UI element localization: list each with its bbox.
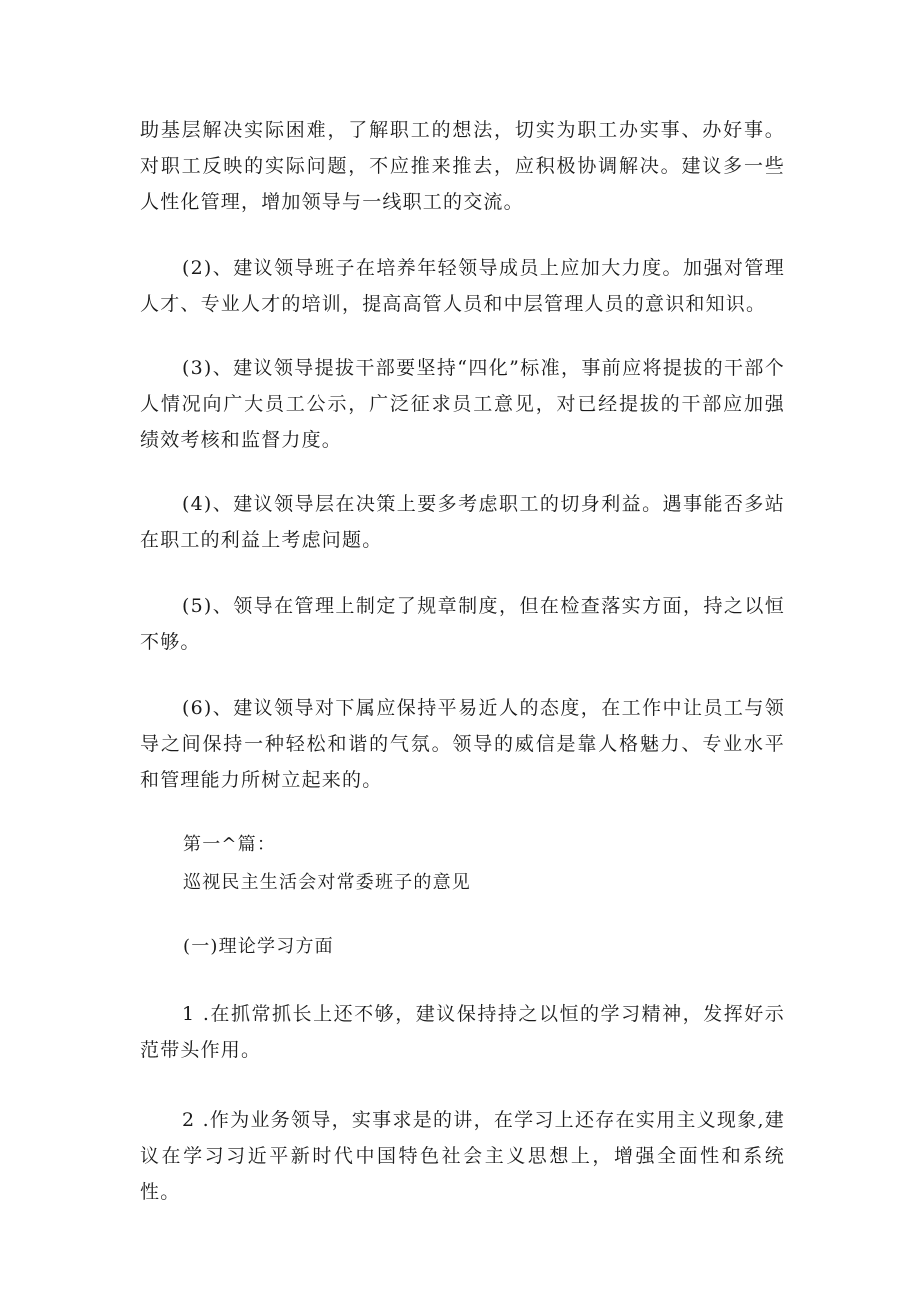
subsection-heading: (一)理论学习方面 <box>183 936 334 957</box>
paragraph-continuation: 助基层解决实际困难，了解职工的想法，切实为职工办实事、办好事。对职工反映的实际问题，不应推来推去，应积极协调解决。建议多一些人性化管理，增加领导与一线职工的交流。 <box>140 119 785 213</box>
section-title: 巡视民主生活会对常委班子的意见 <box>183 872 471 893</box>
paragraph-suggestion-6: (6)、建议领导对下属应保持平易近人的态度，在工作中让员工与领导之间保持一种轻松和谐的气氛。领导的威信是靠人格魅力、专业水平和管理能力所树立起来的。 <box>140 697 785 791</box>
paragraph-suggestion-4: (4)、建议领导层在决策上要多考虑职工的切身利益。遇事能否多站在职工的利益上考虑问题。 <box>140 493 785 551</box>
section-label: 第一^篇： <box>183 834 277 855</box>
paragraph-suggestion-3: (3)、建议领导提拔干部要坚持“四化”标准，事前应将提拔的干部个人情况向广大员工公示，广泛征求员工意见，对已经提拔的干部应加强绩效考核和监督力度。 <box>140 357 785 451</box>
list-item-2: 2 .作为业务领导，实事求是的讲，在学习上还存在实用主义现象,建议在学习习近平新时代中国特色社会主义思想上，增强全面性和系统性。 <box>140 1109 785 1203</box>
paragraph-suggestion-2: (2)、建议领导班子在培养年轻领导成员上应加大力度。加强对管理人才、专业人才的培训，提高高管人员和中层管理人员的意识和知识。 <box>140 257 785 315</box>
list-item-1: 1 .在抓常抓长上还不够，建议保持持之以恒的学习精神，发挥好示范带头作用。 <box>140 1003 785 1061</box>
paragraph-suggestion-5: (5)、领导在管理上制定了规章制度，但在检查落实方面，持之以恒不够。 <box>140 595 785 653</box>
